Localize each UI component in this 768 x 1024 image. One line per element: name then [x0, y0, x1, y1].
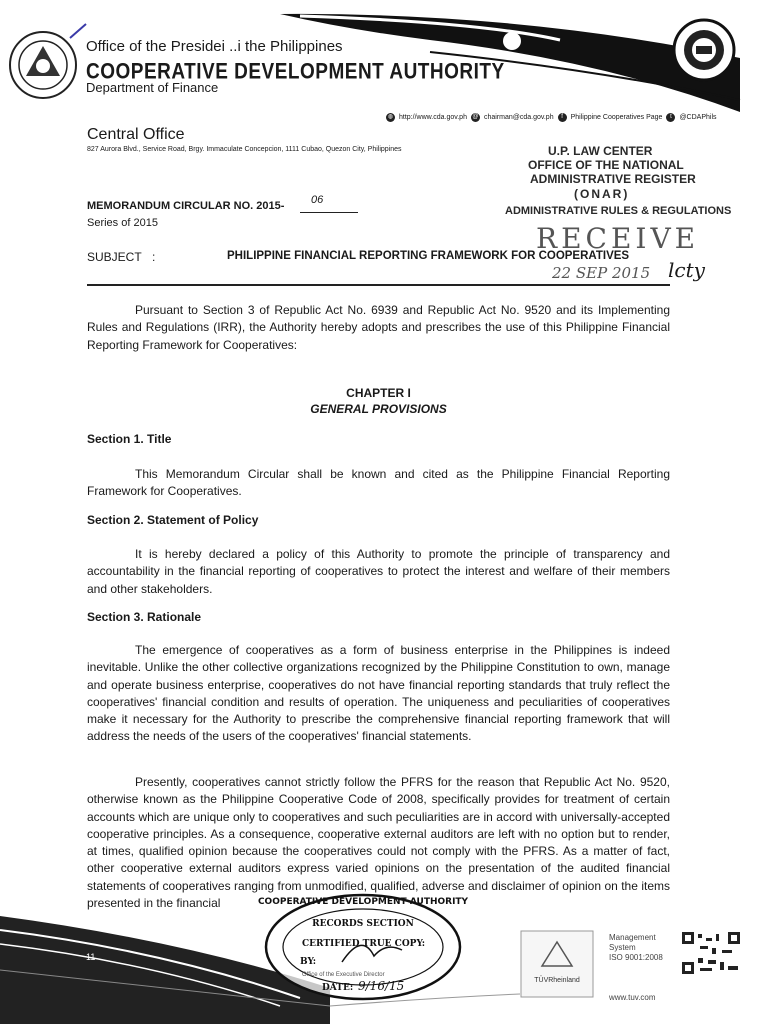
memo-number-underline [300, 212, 358, 213]
office-of-president-line: Office of the Presidei ..i the Philippines [86, 38, 343, 55]
qr-code-icon [680, 930, 742, 976]
globe-icon: ◍ [387, 114, 394, 120]
subject-text: PHILIPPINE FINANCIAL REPORTING FRAMEWORK FOR COOPERATIVES [227, 250, 630, 262]
stamp-received: RECEIVE [536, 222, 700, 255]
website-link[interactable]: http://www.cda.gov.ph [399, 114, 467, 121]
stamp-certified: CERTIFIED TRUE COPY: [302, 939, 426, 949]
chapter-title: GENERAL PROVISIONS [310, 402, 447, 416]
management-system-label [609, 933, 663, 1003]
mgmt-line-3: ISO 9001:2008 [609, 953, 663, 962]
contact-bar [386, 113, 717, 122]
stamp-received-date: 22 SEP 2015 [552, 264, 651, 282]
section-2-text: It is hereby declared a policy of this Authority to promote the principle of transparency and accountability in the financial reporting of cooperatives to protect the interest and welfare of their members and other stakeholders. [87, 547, 670, 596]
stamp-admin-register: ADMINISTRATIVE REGISTER [530, 172, 696, 186]
twitter-icon: t [666, 113, 675, 122]
stamp-records-section: RECORDS SECTION [312, 919, 414, 929]
intro-paragraph: Pursuant to Section 3 of Republic Act No. 6939 and Republic Act No. 9520 and its Implementing Rules and Regulations (IRR), the Authority hereby adopts and prescribes the use of this Philippine Financial Reporting Framework for Cooperatives: [87, 303, 670, 352]
stamp-admin-rules: ADMINISTRATIVE RULES & REGULATIONS [505, 205, 732, 217]
page-number: 11 [86, 952, 96, 962]
stamp-date: DATE: [322, 983, 354, 993]
facebook-icon: f [558, 113, 567, 122]
department-name: Department of Finance [86, 80, 219, 95]
mgmt-url: www.tuv.com [609, 993, 656, 1002]
section-3-paragraph-1: The emergence of cooperatives as a form of business enterprise in the Philippines is indeed inevitable. Unlike the other collective organizations recognized by the Philippine Constitution to own, manage and operate business enterprise, cooperatives do not have financial reporting standards that truly reflect the cooperatives' financial condition and results of operation. The uniqueness and peculiarities of cooperatives make it necessary for the Authority to prescribe the comprehensive financial reporting framework that will address the needs of the users of the cooperatives' financial statements. [87, 643, 670, 744]
central-office-label: Central Office [87, 126, 185, 143]
stamp-onar: (ONAR) [574, 187, 630, 201]
section-3-paragraph-2: Presently, cooperatives cannot strictly follow the PFRS for the reason that Republic Act No. 9520, otherwise known as the Philippine Cooperative Code of 2008, specifically provides for treatment of certain accounts which are unique only to cooperatives and such peculiarities are in accord with universally-accepted cooperative principles. As a consequence, cooperative external auditors are left with no option but to render, at times, qualified opinion because the cooperatives could not comply with the PFRS. As a matter of fact, other cooperative external auditors express varied opinions on the presentation of the audited financial statements of cooperatives ranging from unmodified, qualified, adverse and disclaimer of opinion on the items presented in the financial [87, 775, 670, 911]
agency-name: COOPERATIVE DEVELOPMENT AUTHORITY [86, 60, 505, 85]
twitter-link[interactable]: @CDAPhils [679, 114, 717, 121]
office-address: 827 Aurora Blvd., Service Road, Brgy. Immaculate Concepcion, 1111 Cubao, Quezon City, Philippines [87, 146, 402, 153]
stamp-ring-text: COOPERATIVE DEVELOPMENT AUTHORITY [257, 897, 469, 907]
memo-number-value: 06 [311, 194, 324, 206]
subject-label: SUBJECT [87, 250, 142, 264]
cda-seal-icon [8, 30, 78, 100]
section-3-title: Section 3. Rationale [87, 610, 202, 624]
stamp-by: BY: [300, 957, 317, 967]
mail-icon: @ [472, 114, 479, 120]
dof-seal-icon [672, 18, 736, 82]
section-2-title: Section 2. Statement of Policy [87, 513, 259, 527]
stamp-office-line: Office of the Executive Director [302, 972, 385, 978]
email-link[interactable]: chairman@cda.gov.ph [483, 114, 554, 121]
subject-colon: : [152, 250, 156, 264]
mgmt-line-2: System [609, 943, 636, 952]
memo-number-label: MEMORANDUM CIRCULAR NO. 2015- [87, 200, 285, 212]
mgmt-line-1: Management [609, 933, 656, 942]
facebook-link[interactable]: Philippine Cooperatives Page [570, 114, 663, 121]
stamp-law-center: U.P. LAW CENTER [548, 144, 653, 158]
header-divider [87, 284, 670, 286]
section-1-text: This Memorandum Circular shall be known and cited as the Philippine Financial Reporting Framework for Cooperatives. [87, 467, 670, 499]
stamp-office-national: OFFICE OF THE NATIONAL [528, 158, 684, 172]
records-section-stamp [257, 892, 469, 1002]
section-1-title: Section 1. Title [87, 432, 172, 446]
chapter-heading: CHAPTER I [346, 386, 411, 400]
stamp-date-value: 9/16/15 [358, 979, 405, 993]
handwritten-initials: lcty [668, 258, 705, 282]
tuv-certification-badge [520, 930, 594, 998]
memo-series: Series of 2015 [87, 217, 158, 229]
tuv-label: TÜVRheinland [534, 977, 580, 984]
